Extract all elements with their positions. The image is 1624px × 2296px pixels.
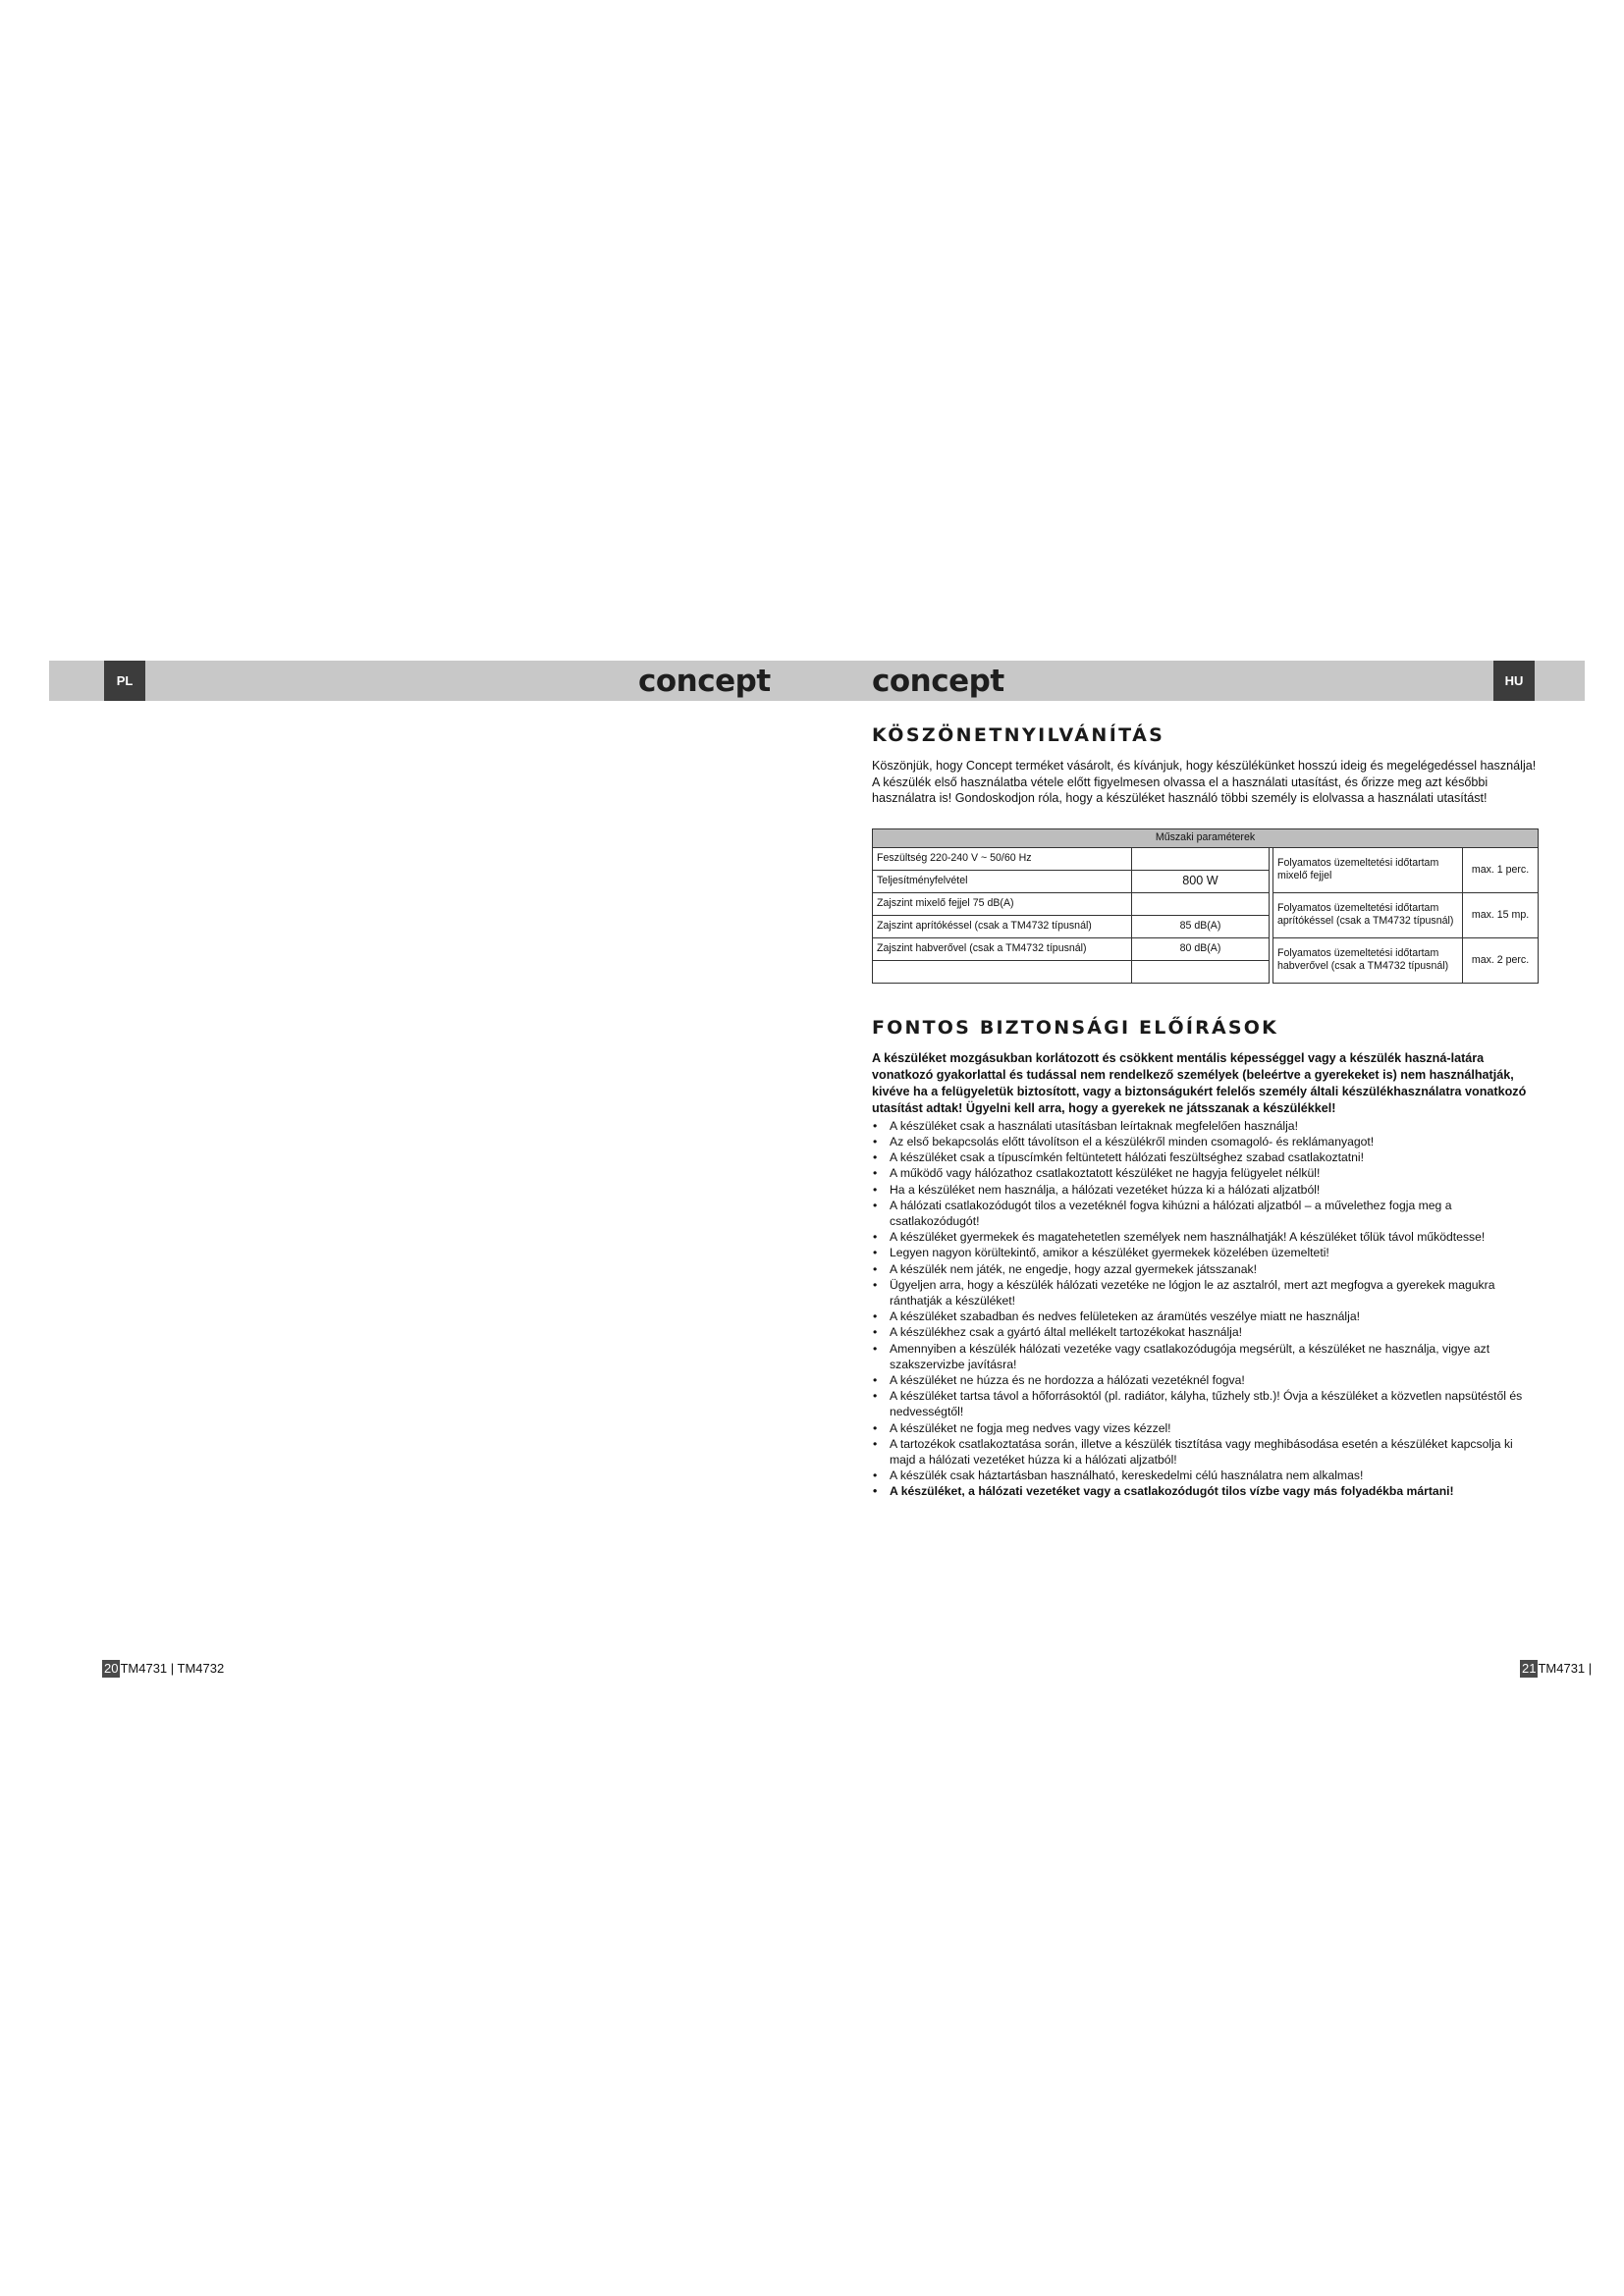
- list-item: • Ha a készüléket nem használja, a hálózati vezetéket húzza ki a hálózati aljzatból!: [872, 1182, 1538, 1198]
- list-item: • A hálózati csatlakozódugót tilos a vezetéknél fogva kihúzni a hálózati aljzatból – a művelethez fogja meg a csatlakozódugót!: [872, 1198, 1538, 1229]
- list-item: • A készüléket, a hálózati vezetéket vagy a csatlakozódugót tilos vízbe vagy más folyadékba mártani!: [872, 1483, 1538, 1499]
- list-item: • A készülékhez csak a gyártó által mellékelt tartozékokat használja!: [872, 1324, 1538, 1340]
- list-item: • A készüléket ne húzza és ne hordozza a hálózati vezetéknél fogva!: [872, 1372, 1538, 1388]
- spec-label: [873, 960, 1132, 983]
- spec-table: [872, 828, 1539, 984]
- spec-value: 85 dB(A): [1132, 915, 1270, 937]
- list-item: • A készülék nem játék, ne engedje, hogy azzal gyermekek játsszanak!: [872, 1261, 1538, 1277]
- duration-label: Folyamatos üzemeltetési időtartam aprítókéssel (csak a TM4732 típusnál): [1273, 892, 1463, 937]
- list-item: • Legyen nagyon körültekintő, amikor a készüléket gyermekek közelében üzemelteti!: [872, 1245, 1538, 1260]
- duration-value: max. 1 perc.: [1463, 847, 1539, 892]
- page-number-left: 20: [104, 1661, 119, 1676]
- header-bar: [49, 661, 1585, 701]
- list-item: • A készüléket szabadban és nedves felületeken az áramütés veszélye miatt ne használja!: [872, 1308, 1538, 1324]
- duration-label: Folyamatos üzemeltetési időtartam mixelő fejjel: [1273, 847, 1463, 892]
- spec-value: [1132, 960, 1270, 983]
- spec-value: 80 dB(A): [1132, 937, 1270, 960]
- duration-value: max. 15 mp.: [1463, 892, 1539, 937]
- duration-label: Folyamatos üzemeltetési időtartam habverővel (csak a TM4732 típusnál): [1273, 937, 1463, 983]
- list-item: • A készüléket ne fogja meg nedves vagy vizes kézzel!: [872, 1420, 1538, 1436]
- safety-rules-list: [872, 1118, 1538, 1500]
- spec-label: Zajszint mixelő fejjel 75 dB(A): [873, 892, 1132, 915]
- page-number-right: 21: [1522, 1661, 1537, 1676]
- spec-value: [1132, 847, 1270, 870]
- intro-paragraph: Köszönjük, hogy Concept terméket vásárolt, és kívánjuk, hogy készülékünket hosszú ideig és megelégedéssel használja!: [872, 759, 1537, 773]
- footer-models-right: TM4731 |: [1538, 1661, 1593, 1676]
- spec-value: [1132, 892, 1270, 915]
- lang-badge-left: PL: [104, 661, 145, 701]
- list-item: • A készüléket gyermekek és magatehetetlen személyek nem használhatják! A készüléket tőlük távol működtesse!: [872, 1229, 1538, 1245]
- lang-badge-right: HU: [1493, 661, 1535, 701]
- spec-table-header: Műszaki paraméterek: [873, 828, 1539, 847]
- spec-label: Teljesítményfelvétel: [873, 870, 1132, 892]
- list-item: • Amennyiben a készülék hálózati vezetéke vagy csatlakozódugója megsérült, a készüléket ne használja, vigye azt szakszervizbe javításra!: [872, 1341, 1538, 1372]
- list-item: • A működő vagy hálózathoz csatlakoztatott készüléket ne hagyja felügyelet nélkül!: [872, 1165, 1538, 1181]
- spec-label: Zajszint habverővel (csak a TM4732 típusnál): [873, 937, 1132, 960]
- list-item: • Ügyeljen arra, hogy a készülék hálózati vezetéke ne lógjon le az asztalról, mert azt megfogva a gyerekek magukra ránthatják a készüléket!: [872, 1277, 1538, 1308]
- spec-value: 800 W: [1132, 870, 1270, 892]
- list-item: • A tartozékok csatlakoztatása során, illetve a készülék tisztítása vagy meghibásodása esetén a készüléket kapcsolja ki majd a hálózati vezetéket húzza ki a hálózati aljzatból!: [872, 1436, 1538, 1468]
- page-content-hu: [872, 724, 1538, 1500]
- section-title-safety: FONTOS BIZTONSÁGI ELŐÍRÁSOK: [872, 1016, 1279, 1039]
- safety-warning: A készüléket mozgásukban korlátozott és csökkent mentális képességgel vagy a készülék haszná-latára vonatkozó gyakorlattal és tudással nem rendelkező személyek (beleértve a gyerekeket is) nem használhatják, kivéve ha a felügyeletük biztosított, vagy a biztonságukért felelős személy általi készülékhasználatra vonatkozó utasítást adtak! Ügyelni kell arra, hogy a gyerekek ne játsszanak a készülékkel!: [872, 1050, 1527, 1115]
- brand-logo-left: concept: [638, 664, 771, 699]
- footer-models-left: TM4731 | TM4732: [120, 1661, 225, 1676]
- list-item: • A készüléket csak a használati utasításban leírtaknak megfelelően használja!: [872, 1118, 1538, 1134]
- section-title-thanks: KÖSZÖNETNYILVÁNÍTÁS: [872, 724, 1165, 746]
- list-item: • A készüléket csak a típuscímkén feltüntetett hálózati feszültséghez szabad csatlakoztatni!: [872, 1149, 1538, 1165]
- footer-left: [102, 1660, 224, 1678]
- list-item: • A készüléket tartsa távol a hőforrásoktól (pl. radiátor, kályha, tűzhely stb.)! Óvja a készüléket a közvetlen napsütéstől és nedvességtől!: [872, 1388, 1538, 1419]
- spec-label: Feszültség 220-240 V ~ 50/60 Hz: [873, 847, 1132, 870]
- intro-text: [872, 758, 1538, 807]
- footer-right: [1520, 1660, 1592, 1678]
- list-item: • A készülék csak háztartásban használható, kereskedelmi célú használatra nem alkalmas!: [872, 1468, 1538, 1483]
- duration-value: max. 2 perc.: [1463, 937, 1539, 983]
- list-item: • Az első bekapcsolás előtt távolítson el a készülékről minden csomagoló- és reklámanyagot!: [872, 1134, 1538, 1149]
- spec-label: Zajszint aprítókéssel (csak a TM4732 típusnál): [873, 915, 1132, 937]
- intro-paragraph: A készülék első használatba vétele előtt figyelmesen olvassa el a használati utasítást, és őrizze meg azt későbbi használatra is! Gondoskodjon róla, hogy a készüléket használó többi személy is elolvassa a használati utasítást!: [872, 774, 1489, 806]
- brand-logo-right: concept: [872, 664, 1004, 699]
